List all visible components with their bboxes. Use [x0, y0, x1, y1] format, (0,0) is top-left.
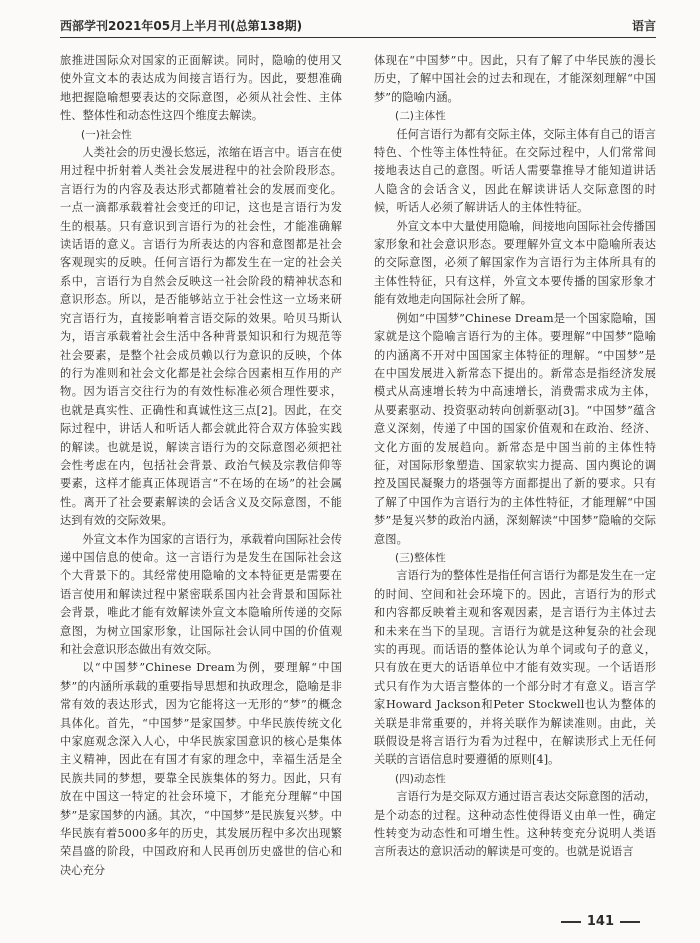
body-paragraph: 例如“中国梦”Chinese Dream是一个国家隐喻，国家就是这个隐喻言语行为的主体。要理解“中国梦”隐喻的内涵离不开对中国国家主体特征的理解。“中国梦”是在中国发展进入新常态下提出的。新常态是指经济发展模式从高速增长转为中高速增长，消费需求成为主体，从要素驱动、投资驱动转向创新驱动[3]。“中国梦”蕴含意义深刻，传递了中国的国家价值观和在政治、经济、文化方面的发展趋向。新常态是中国当前的主体性特征，对国际形象塑造、国家软实力提高、国内舆论的调控及国民凝聚力的塔强等方面都提出了新的要求。只有了解了中国作为言语行为的主体性特征，才能理解“中国梦”是复兴梦的政治内涵，深刻解读“中国梦”隐喻的交际意图。 — [374, 311, 656, 546]
section-heading: (三)整体性 — [395, 551, 446, 564]
body-paragraph: 人类社会的历史漫长悠远，浓缩在语言中。语言在使用过程中折射着人类社会发展进程中的社会阶段形态。言语行为的内容及表达形式都随着社会的发展而变化。一点一滴都承载着社会变迁的印记，这也是言语行为发生的根基。只有意识到言语行为的社会性，才能准确解读话语的意义。言语行为所表达的内容和意图都是社会客观现实的反映。任何言语行为都发生在一定的社会关系中，言语行为自然会反映这一社会阶段的精神状态和意识形态。所以，是否能够站立于社会性这一立场来研究言语行为，直接影响着言语交际的效果。哈贝马斯认为，语言承载着社会生活中各种背景知识和行为规范等社会要素，是整个社会成员赖以行为意识的反映，个体的行为准则和社会文化都是社会综合因素相互作用的产物。因为语言交往行为的有效性标准必须合理性要求，也就是真实性、正确性和真诚性这三点[2]。因此，在交际过程中，讲话人和听话人都会就此符合双方体验实践的解读。也就是说，解读言语行为的交际意图必须把社会性考虑在内，包括社会背景、政治气候及宗教信仰等要素，这样才能真正体现语言“不在场的在场”的社会属性。离开了社会要素解读的会话含义及交际意图，不能达到有效的交际效果。 — [60, 146, 342, 528]
section-heading: (四)动态性 — [395, 772, 446, 785]
body-paragraph: 外宣文本中大量使用隐喻，间接地向国际社会传播国家形象和社会意识形态。要理解外宣文本中隐喻所表达的交际意图，必须了解国家作为言语行为主体所具有的主体性特征，只有这样，外宣文本要传播的国家形象才能有效地走向国际社会所了解。 — [374, 219, 656, 307]
right-column — [374, 52, 656, 910]
section-label: 语言 — [631, 19, 656, 33]
page-number: 141 — [586, 914, 614, 929]
journal-info: 西部学刊2021年05月上半月刊(总第138期) — [60, 19, 303, 33]
body-paragraph: 以“中国梦”Chinese Dream为例，要理解“中国梦”的内涵所承载的重要指导思想和执政理念，隐喻是非常有效的表达形式，因为它能将这一无形的“梦”的概念具体化。首先，“中国梦”是家国梦。中华民族传统文化中家庭观念深入人心，中华民族家国意识的核心是集体主义精神，因此在有国才有家的理念中，幸福生活是全民族共同的梦想，要靠全民族集体的努力。因此，只有放在中国这一特定的社会环境下，才能充分理解“中国梦”是家国梦的内涵。其次，“中国梦”是民族复兴梦。中华民族有着5000多年的历史，其发展历程中多次出现繁荣昌盛的阶段，中国政府和人民再创历史盛世的信心和决心充分 — [60, 661, 342, 877]
body-paragraph: 言语行为的整体性是指任何言语行为都是发生在一定的时间、空间和社会环境下的。因此，言语行为的形式和内容都反映着主观和客观因素，是言语行为主体过去和未来在当下的呈现。言语行为就是这种复杂的社会现实的再现。而话语的整体论认为单个词或句子的意义，只有放在更大的话语单位中才能有效实现。一个话语形式只有作为大语言整体的一个部分时才有意义。语言学家Howard Jackson和Peter Stockwell也认为整体的关联是非常重要的，并将关联作为解读准则。由此，关联假设是将言语行为看为过程中，在解读形式上无任何关联的言语信息时要遵循的原则[4]。 — [374, 569, 656, 767]
running-header — [60, 16, 656, 38]
left-column — [60, 52, 342, 910]
footer-dash-right — [620, 921, 640, 923]
section-heading: (一)社会性 — [81, 128, 132, 141]
continued-paragraph: 旅推进国际众对国家的正面解读。同时，隐喻的使用又使外宣文本的表达成为间接言语行为。因此，要想准确地把握隐喻想要表达的交际意图，必须从社会性、主体性、整体性和动态性这四个维度去解读。 — [60, 54, 342, 123]
body-paragraph: 言语行为是交际双方通过语言表达交际意图的活动，是个动态的过程。这种动态性使得语义由单一性，确定性转变为动态性和可增生性。这种转变充分说明人类语言所表达的意识活动的解读是可变的。也就是说语言 — [374, 790, 656, 859]
continued-paragraph: 体现在“中国梦”中。因此，只有了解了中华民族的漫长历史，了解中国社会的过去和现在，才能深刻理解“中国梦”的隐喻内涵。 — [374, 54, 656, 104]
page-footer — [561, 914, 640, 929]
footer-dash-left — [561, 921, 581, 923]
section-heading: (二)主体性 — [395, 110, 446, 123]
body-paragraph: 任何言语行为都有交际主体，交际主体有自己的语言特色、个性等主体性特征。在交际过程中，人们常常间接地表达自己的意图。听话人需要靠推导才能知道讲话人隐含的会话含义，因此在解读讲话人交际意图的时候，听话人必须了解讲话人的主体性特征。 — [374, 127, 656, 215]
body-paragraph: 外宣文本作为国家的言语行为，承载着向国际社会传递中国信息的使命。这一言语行为是发生在国际社会这个大背景下的。其经常使用隐喻的文本特征更是需要在语言使用和解读过程中紧密联系国内社会背景和国际社会背景，唯此才能有效解读外宣文本隐喻所传递的交际意图，为树立国家形象，让国际社会认同中国的价值观和社会意识形态做出有效交际。 — [60, 532, 342, 656]
